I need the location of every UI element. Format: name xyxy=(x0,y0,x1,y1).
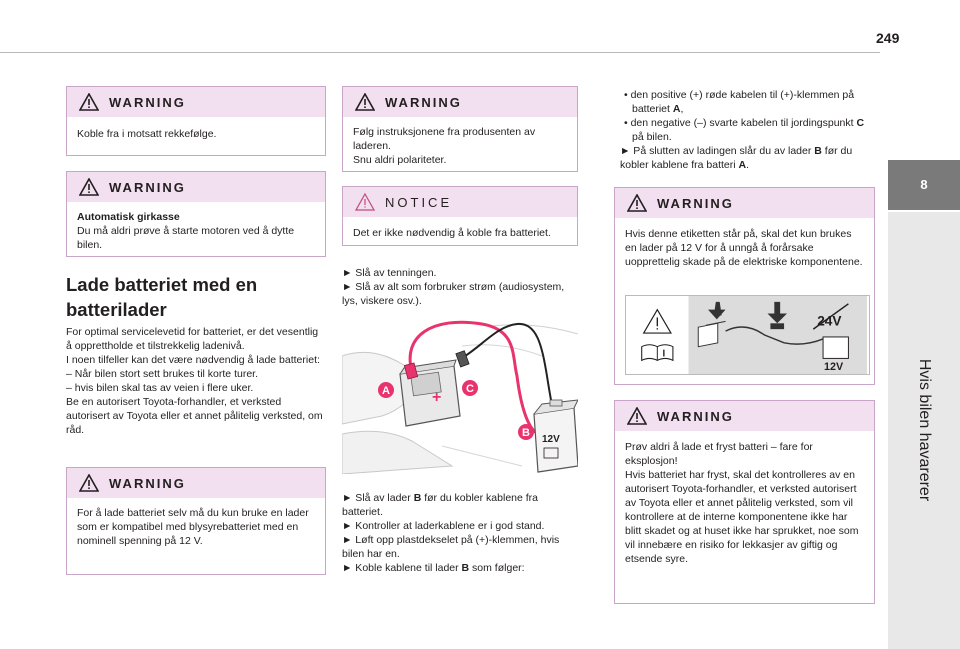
warning-subtitle: Automatisk girkasse xyxy=(77,211,180,223)
warning-box-instructions xyxy=(342,86,578,172)
warning-title: WARNING xyxy=(109,179,186,195)
charger-voltage: 12V xyxy=(542,434,560,445)
label-b: B xyxy=(522,427,530,439)
step-item: ► På slutten av ladingen slår du av lader B før du kobler kablene fra batteri A. xyxy=(620,145,853,171)
warning-box-reverse-order xyxy=(66,86,326,156)
warning-triangle-icon xyxy=(79,93,99,111)
warning-text: Hvis denne etiketten står på, skal det kun brukes en lader på 12 V for å unngå å forårsake uopprettelig skade på de elektriske komponentene. xyxy=(625,228,863,268)
steps-before xyxy=(342,266,578,308)
warning-text: Følg instruksjonene fra produsenten av laderen. xyxy=(353,126,536,152)
warning-box-12v xyxy=(66,467,326,575)
page-number: 249 xyxy=(876,30,900,46)
warning-title: WARNING xyxy=(109,94,186,110)
chapter-tab[interactable]: 8 xyxy=(888,160,960,210)
warning-triangle-icon xyxy=(79,178,99,196)
steps-after xyxy=(342,491,578,575)
intro-paragraph xyxy=(66,325,326,437)
warning-text: Prøv aldri å lade et fryst batteri – fare for eksplosjon! xyxy=(625,441,813,467)
label-c: C xyxy=(466,383,474,395)
crossed-voltage: 24V xyxy=(817,313,842,329)
battery-charger-illustration xyxy=(342,316,578,474)
bullet-item: • den negative (–) svarte kabelen til jordingspunkt C på bilen. xyxy=(624,117,865,143)
bullet-item: • den positive (+) røde kabelen til (+)-klemmen på batteriet A, xyxy=(624,89,855,115)
top-divider xyxy=(0,52,880,53)
notice-triangle-icon xyxy=(355,193,375,211)
charger xyxy=(534,400,578,472)
paragraph-line: – Når bilen stort sett brukes til korte turer. xyxy=(66,368,258,380)
warning-title: WARNING xyxy=(385,94,462,110)
notice-header xyxy=(343,187,577,217)
warning-text: Snu aldri polariteter. xyxy=(353,154,447,166)
chapter-label: Hvis bilen havarerer xyxy=(916,358,933,502)
warning-box-frozen xyxy=(614,400,875,604)
step-item: ► Slå av tenningen. xyxy=(342,267,437,279)
svg-text:+: + xyxy=(432,389,442,406)
warning-header xyxy=(615,401,874,431)
warning-triangle-icon xyxy=(355,93,375,111)
connection-bullets xyxy=(620,88,876,172)
paragraph-line: – hvis bilen skal tas av veien i flere uker. xyxy=(66,382,254,394)
ok-voltage: 12V xyxy=(824,361,844,374)
paragraph-line: I noen tilfeller kan det være nødvendig å lade batteriet: xyxy=(66,354,320,366)
warning-text: Koble fra i motsatt rekkefølge. xyxy=(77,128,217,140)
warning-text: For å lade batteriet selv må du kun bruke en lader som er kompatibel med blysyrebatteriet med en nominell spenning på 12 V. xyxy=(77,507,309,547)
warning-title: WARNING xyxy=(657,195,734,211)
warning-text: Du må aldri prøve å starte motoren ved å dytte bilen. xyxy=(77,225,295,251)
warning-box-automatic xyxy=(66,171,326,257)
notice-title: NOTICE xyxy=(385,194,453,210)
paragraph-line: For optimal servicelevetid for batteriet, er det vesentlig å opprettholde et tilstrekkelig ladenivå. xyxy=(66,326,319,352)
warning-header xyxy=(67,468,325,498)
step-item: ► Kontroller at laderkablene er i god stand. xyxy=(342,520,545,532)
warning-header xyxy=(615,188,874,218)
section-heading: Lade batteriet med en batterilader xyxy=(66,274,258,320)
warning-header xyxy=(343,87,577,117)
step-item: ► Slå av lader B før du kobler kablene fra batteriet. xyxy=(342,492,539,518)
charger-warning-label xyxy=(625,295,870,375)
warning-header xyxy=(67,87,325,117)
step-item: ► Slå av alt som forbruker strøm (audiosystem, lys, viskere osv.). xyxy=(342,281,565,307)
warning-header xyxy=(67,172,325,202)
notice-text: Det er ikke nødvendig å koble fra batteriet. xyxy=(353,227,551,239)
warning-title: WARNING xyxy=(109,475,186,491)
warning-triangle-icon xyxy=(79,474,99,492)
warning-triangle-icon xyxy=(627,194,647,212)
paragraph-line: Be en autorisert Toyota-forhandler, et verksted autorisert av Toyota eller et annet pålitelig verksted, om råd. xyxy=(66,396,323,436)
step-item: ► Koble kablene til lader B som følger: xyxy=(342,562,525,574)
warning-text: Hvis batteriet har fryst, skal det kontrolleres av en autorisert Toyota-forhandler, et verksted autorisert av Toyota eller et annet pålitelig verksted, som vil kontrollere at de interne komponentene ikke har blitt skadet og at huset ikke har sprukket, noe som vil innebære en risiko for lekkasjer av giftig og etsende syre. xyxy=(625,469,859,565)
notice-box xyxy=(342,186,578,246)
label-a: A xyxy=(382,385,390,397)
step-item: ► Løft opp plastdekselet på (+)-klemmen, hvis bilen har en. xyxy=(342,534,560,560)
warning-title: WARNING xyxy=(657,408,734,424)
warning-triangle-icon xyxy=(627,407,647,425)
